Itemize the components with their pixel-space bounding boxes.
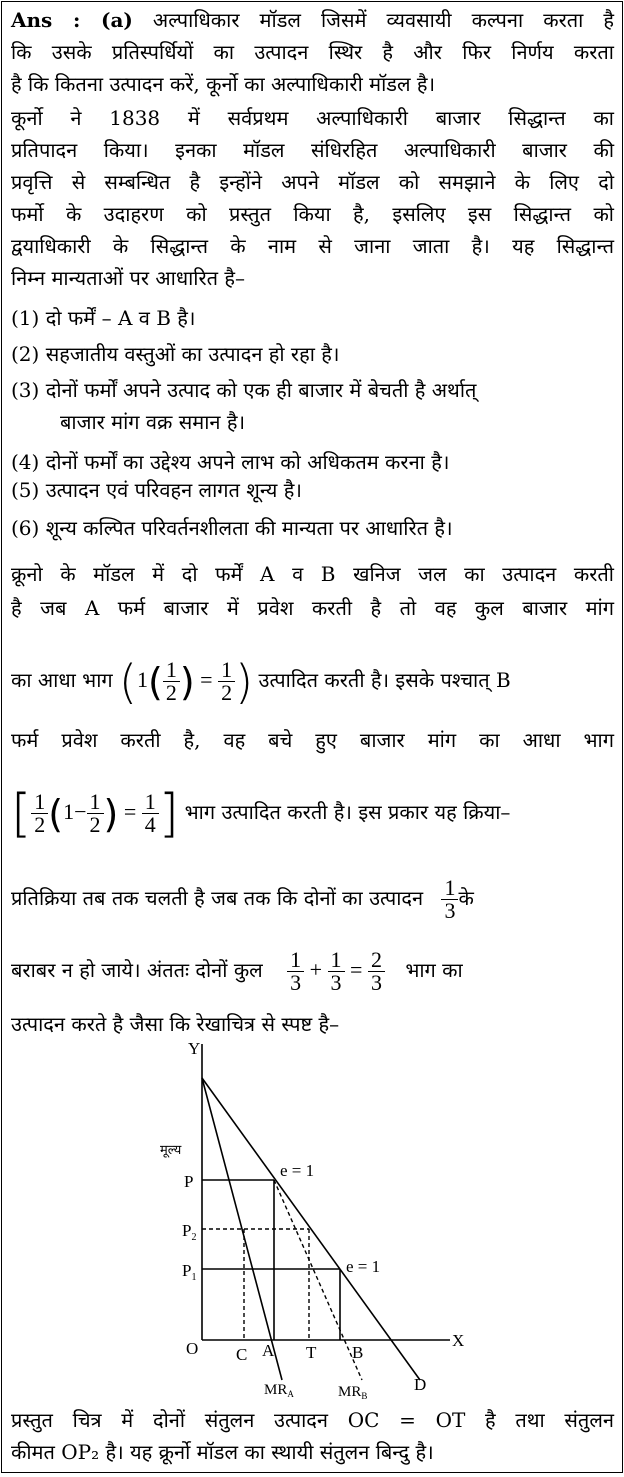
model-line-5: [ $\frac{1}{2}$ (1− $\frac{1}{2}$ ) = $\frac{1}{4}$ ] भाग उत्पादित करती है। इस प्रकार यह क्रिया–: [11, 783, 511, 844]
fraction-expression-quarter: [ $\frac{1}{2}$ (1− $\frac{1}{2}$ ) = $\frac{1}{4}$ ]: [11, 783, 180, 844]
x-axis-label: X: [452, 1331, 465, 1350]
label-p1: $P_1$: [182, 1261, 197, 1283]
label-b: B: [352, 1343, 364, 1362]
label-a: A: [262, 1341, 275, 1360]
answer-line-1: Ans : (a) अल्पाधिकार मॉडल जिसमें व्यवसायी कल्पना करता है: [11, 8, 614, 32]
label-mr-b: $MR_B$: [338, 1384, 368, 1401]
origin-label: O: [186, 1339, 199, 1358]
assumption-6: (6) शून्य कल्पित परिवर्तनशीलता की मान्यता पर आधारित है।: [11, 516, 453, 540]
answer-line-9: निम्न मान्यताओं पर आधारित है–: [11, 266, 246, 290]
model-line-8: उत्पादन करते है जैसा कि रेखाचित्र से स्पष्ट है–: [11, 1012, 340, 1036]
label-elasticity-top: e = 1: [280, 1161, 315, 1180]
assumption-4: (4) दोनों फर्मों का उद्देश्य अपने लाभ को अधिकतम करना है।: [11, 450, 450, 474]
answer-line-5: प्रतिपादन किया। इनका मॉडल संधिरहित अल्पाधिकारी बाजार की: [11, 138, 614, 162]
mr-a-curve: [202, 1078, 282, 1380]
fraction-expression-half: (1( $\frac{1}{2}$ ) = $\frac{1}{2}$ ): [119, 654, 254, 709]
label-mr-a: $MR_A$: [264, 1382, 294, 1399]
answer-line-4: कूर्नो ने 1838 में सर्वप्रथम अल्पाधिकारी बाजार सिद्धान्त का: [11, 106, 614, 130]
answer-line-6: प्रवृत्ति से सम्बन्धित है इन्होंने अपने मॉडल को समझाने के लिए दो: [11, 170, 614, 194]
label-c: C: [236, 1345, 248, 1364]
answer-label: Ans : (a): [11, 8, 133, 32]
label-d: D: [414, 1375, 427, 1394]
conclusion-line-1: प्रस्तुत चित्र में दोनों संतुलन उत्पादन OC = OT है तथा संतुलन: [11, 1408, 614, 1432]
answer-line-3: है कि कितना उत्पादन करें, कूर्नो का अल्पाधिकारी मॉडल है।: [11, 72, 436, 96]
answer-line-7: फर्मो के उदाहरण को प्रस्तुत किया है, इसलिए इस सिद्धान्त को: [11, 202, 614, 226]
answer-line-8: द्वयाधिकारी के सिद्धान्त के नाम से जाना जाता है। यह सिद्धान्त: [11, 234, 614, 258]
y-axis-label: Y: [188, 1039, 201, 1058]
answer-line-2: कि उसके प्रतिस्पर्धियों का उत्पादन स्थिर है और फिर निर्णय करता: [11, 40, 614, 64]
conclusion-line-2: कीमत OP₂ है। यह क्रूर्नो मॉडल का स्थायी संतुलन बिन्दु है।: [11, 1440, 434, 1464]
label-p: P: [184, 1172, 194, 1191]
model-line-3: का आधा भाग (1( $\frac{1}{2}$ ) = $\frac{1}{2}$ ) उत्पादित करती है। इसके पश्चात् B: [11, 654, 511, 709]
model-line-1: क्रूनो के मॉडल में दो फर्में A व B खनिज जल का उत्पादन करती: [11, 562, 614, 586]
price-axis-label: मूल्य: [160, 1143, 182, 1158]
assumption-3-continued: बाजार मांग वक्र समान है।: [60, 410, 246, 434]
label-elasticity-low: e = 1: [346, 1257, 381, 1276]
answer-page: [1, 1, 623, 1473]
assumption-3: (3) दोनों फर्मों अपने उत्पाद को एक ही बाजार में बेचती है अर्थात्: [11, 378, 477, 402]
model-line-2: है जब A फर्म बाजार में प्रवेश करती है तो वह कुल बाजार मांग: [11, 596, 614, 620]
model-line-6: प्रतिक्रिया तब तक चलती है जब तक कि दोनों का उत्पादन $\frac{1}{3}$ के: [11, 875, 474, 924]
assumption-5: (5) उत्पादन एवं परिवहन लागत शून्य है।: [11, 478, 302, 502]
demand-curve-d: [202, 1078, 420, 1380]
assumption-1: (1) दो फर्में – A व B है।: [11, 306, 196, 330]
model-line-7: बराबर न हो जाये। अंततः दोनों कुल $\frac{1}{3}$ + $\frac{1}{3}$ = $\frac{2}{3}$ भाग का: [11, 947, 463, 996]
label-t: T: [306, 1343, 317, 1362]
cournot-diagram-lines: [2, 1032, 622, 1402]
model-line-4: फर्म प्रवेश करती है, वह बचे हुए बाजार मांग का आधा भाग: [11, 728, 614, 752]
assumption-2: (2) सहजातीय वस्तुओं का उत्पादन हो रहा है।: [11, 342, 340, 366]
label-p2: $P_2$: [182, 1221, 197, 1243]
